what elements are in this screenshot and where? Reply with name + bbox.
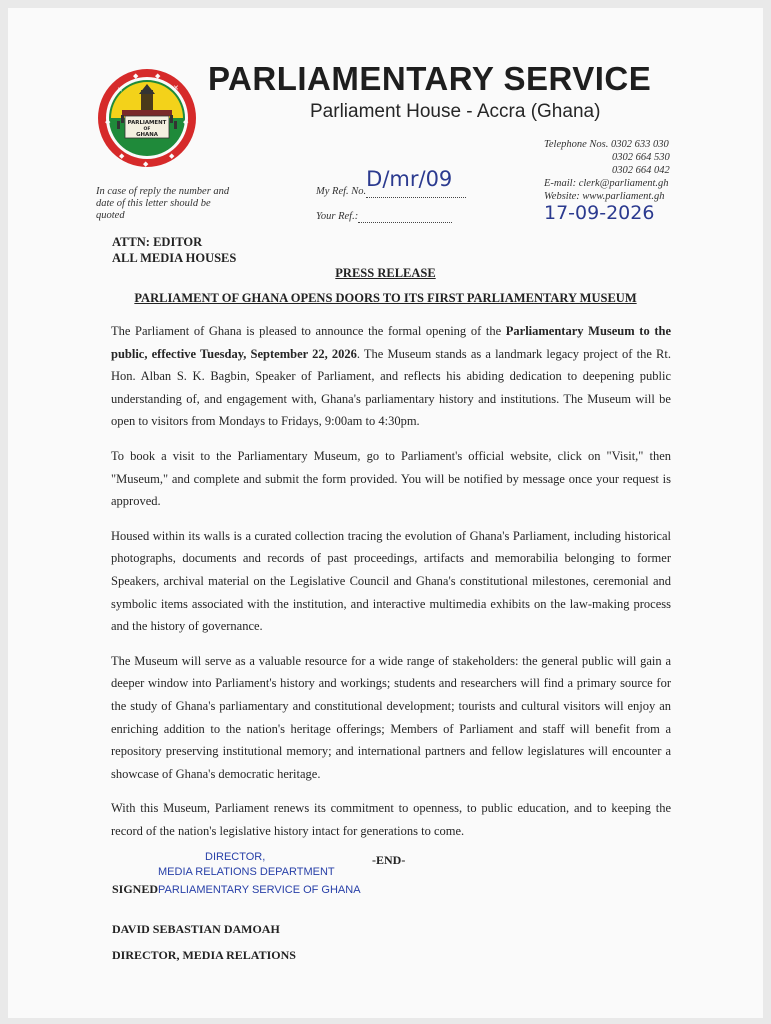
- svg-text:OF: OF: [143, 127, 151, 132]
- signed-line: [112, 882, 361, 897]
- paragraph-3: Housed within its walls is a curated collection tracing the evolution of Ghana's Parliament, including historical photographs, documents and records of past proceedings, artifacts and memorabilia belonging to former Speakers, archival material on the Legislative Council and Ghana's constitutional milestones, ceremonial and symbolic items associated with the institution, and interactive multimedia exhibits on the law-making process and the history of governance.: [111, 528, 671, 634]
- signatory-title: DIRECTOR, MEDIA RELATIONS: [112, 948, 296, 962]
- paragraph-5: With this Museum, Parliament renews its commitment to openness, to public education, and to keeping the record of the nation's legislative history intact for generations to come.: [111, 801, 671, 838]
- my-ref-label: My Ref. No.: [316, 186, 367, 197]
- phone-2: 0302 664 530: [612, 152, 670, 163]
- website-link[interactable]: www.parliament.gh: [582, 191, 665, 202]
- telephone-label: Telephone Nos.: [544, 139, 609, 150]
- org-name: PARLIAMENTARY SERVICE: [208, 60, 652, 97]
- my-ref-value: D/mr/09: [366, 167, 453, 191]
- end-marker: -END-: [372, 853, 406, 867]
- reply-note: In case of reply the number and date of this letter should be quoted: [96, 186, 230, 221]
- svg-text:◆: ◆: [119, 152, 125, 160]
- p1-emphasis: Parliamentary Museum to the public, effective Tuesday, September 22, 2026: [111, 324, 672, 361]
- svg-text:✕: ✕: [173, 84, 179, 92]
- svg-text:PARLIAMENT: PARLIAMENT: [127, 120, 167, 126]
- stamp-line-3: PARLIAMENTARY SERVICE OF GHANA: [158, 884, 361, 896]
- svg-text:◆: ◆: [169, 152, 175, 160]
- recipient-block: [112, 234, 236, 266]
- signed-label: SIGNED: [112, 882, 159, 896]
- recipient-line: ALL MEDIA HOUSES: [112, 251, 237, 265]
- svg-text:✕: ✕: [117, 86, 123, 94]
- contact-block: [544, 138, 744, 203]
- signatory-block: [112, 916, 296, 968]
- attn-line: ATTN: EDITOR: [112, 235, 203, 249]
- stamp-line-2: MEDIA RELATIONS DEPARTMENT: [158, 866, 335, 878]
- email-label: E-mail:: [544, 178, 577, 189]
- parliament-seal-icon: [97, 68, 197, 168]
- svg-text:◆: ◆: [143, 160, 149, 168]
- date-line: [544, 202, 684, 224]
- website-label: Website:: [544, 191, 580, 202]
- signatory-name: DAVID SEBASTIAN DAMOAH: [112, 922, 280, 936]
- phone-3: 0302 664 042: [612, 165, 670, 176]
- p1-text-a: The Parliament of Ghana is pleased to announce the formal opening of the: [111, 324, 506, 338]
- svg-text:◆: ◆: [105, 118, 111, 126]
- your-ref-label: Your Ref.:: [316, 211, 359, 222]
- svg-text:◆: ◆: [133, 72, 139, 80]
- org-address: Parliament House - Accra (Ghana): [310, 101, 601, 122]
- email-link[interactable]: clerk@parliament.gh: [578, 178, 669, 189]
- paragraph-2: To book a visit to the Parliamentary Museum, go to Parliament's official website, click on "Visit," then "Museum," and complete and submit the form provided. You will be notified by message once your request is approved.: [111, 448, 671, 509]
- phone-1: 0302 633 030: [611, 139, 669, 150]
- p1-text-c: . The Museum stands as a landmark legacy project of the Rt. Hon. Alban S. K. Bagbin, Speaker of Parliament, and reflects his abiding dedication to deepening public understanding of, and engagement with, Ghana's parliamentary history and institutions. The Museum will be open to visitors from Mondays to Fridays, 9:00am to 4:30pm.: [111, 346, 671, 429]
- my-ref-line: [316, 167, 466, 198]
- stamp-line-1: DIRECTOR,: [205, 851, 266, 863]
- svg-text:GHANA: GHANA: [136, 132, 158, 138]
- paragraph-1: [111, 320, 671, 433]
- svg-text:◆: ◆: [183, 118, 189, 126]
- svg-text:◆: ◆: [155, 72, 161, 80]
- document-type: PRESS RELEASE: [335, 266, 436, 280]
- paragraph-4: The Museum will serve as a valuable resource for a wide range of stakeholders: the general public will gain a deeper window into Parliament's history and workings; students and researchers will find a primary source for the study of Ghana's parliamentary and constitutional development; tourists and cultural visitors will enjoy an enriching addition to the nation's heritage offerings; Members of Parliament and staff will benefit from a repository preserving institutional memory; and international partners and fellow legislatures will encounter a showcase of Ghana's democratic heritage.: [111, 653, 671, 781]
- headline: PARLIAMENT OF GHANA OPENS DOORS TO ITS FIRST PARLIAMENTARY MUSEUM: [134, 291, 637, 305]
- director-stamp: [150, 850, 335, 880]
- letter-date: 17-09-2026: [544, 202, 655, 224]
- release-body: [111, 320, 671, 854]
- your-ref-line: [316, 211, 452, 223]
